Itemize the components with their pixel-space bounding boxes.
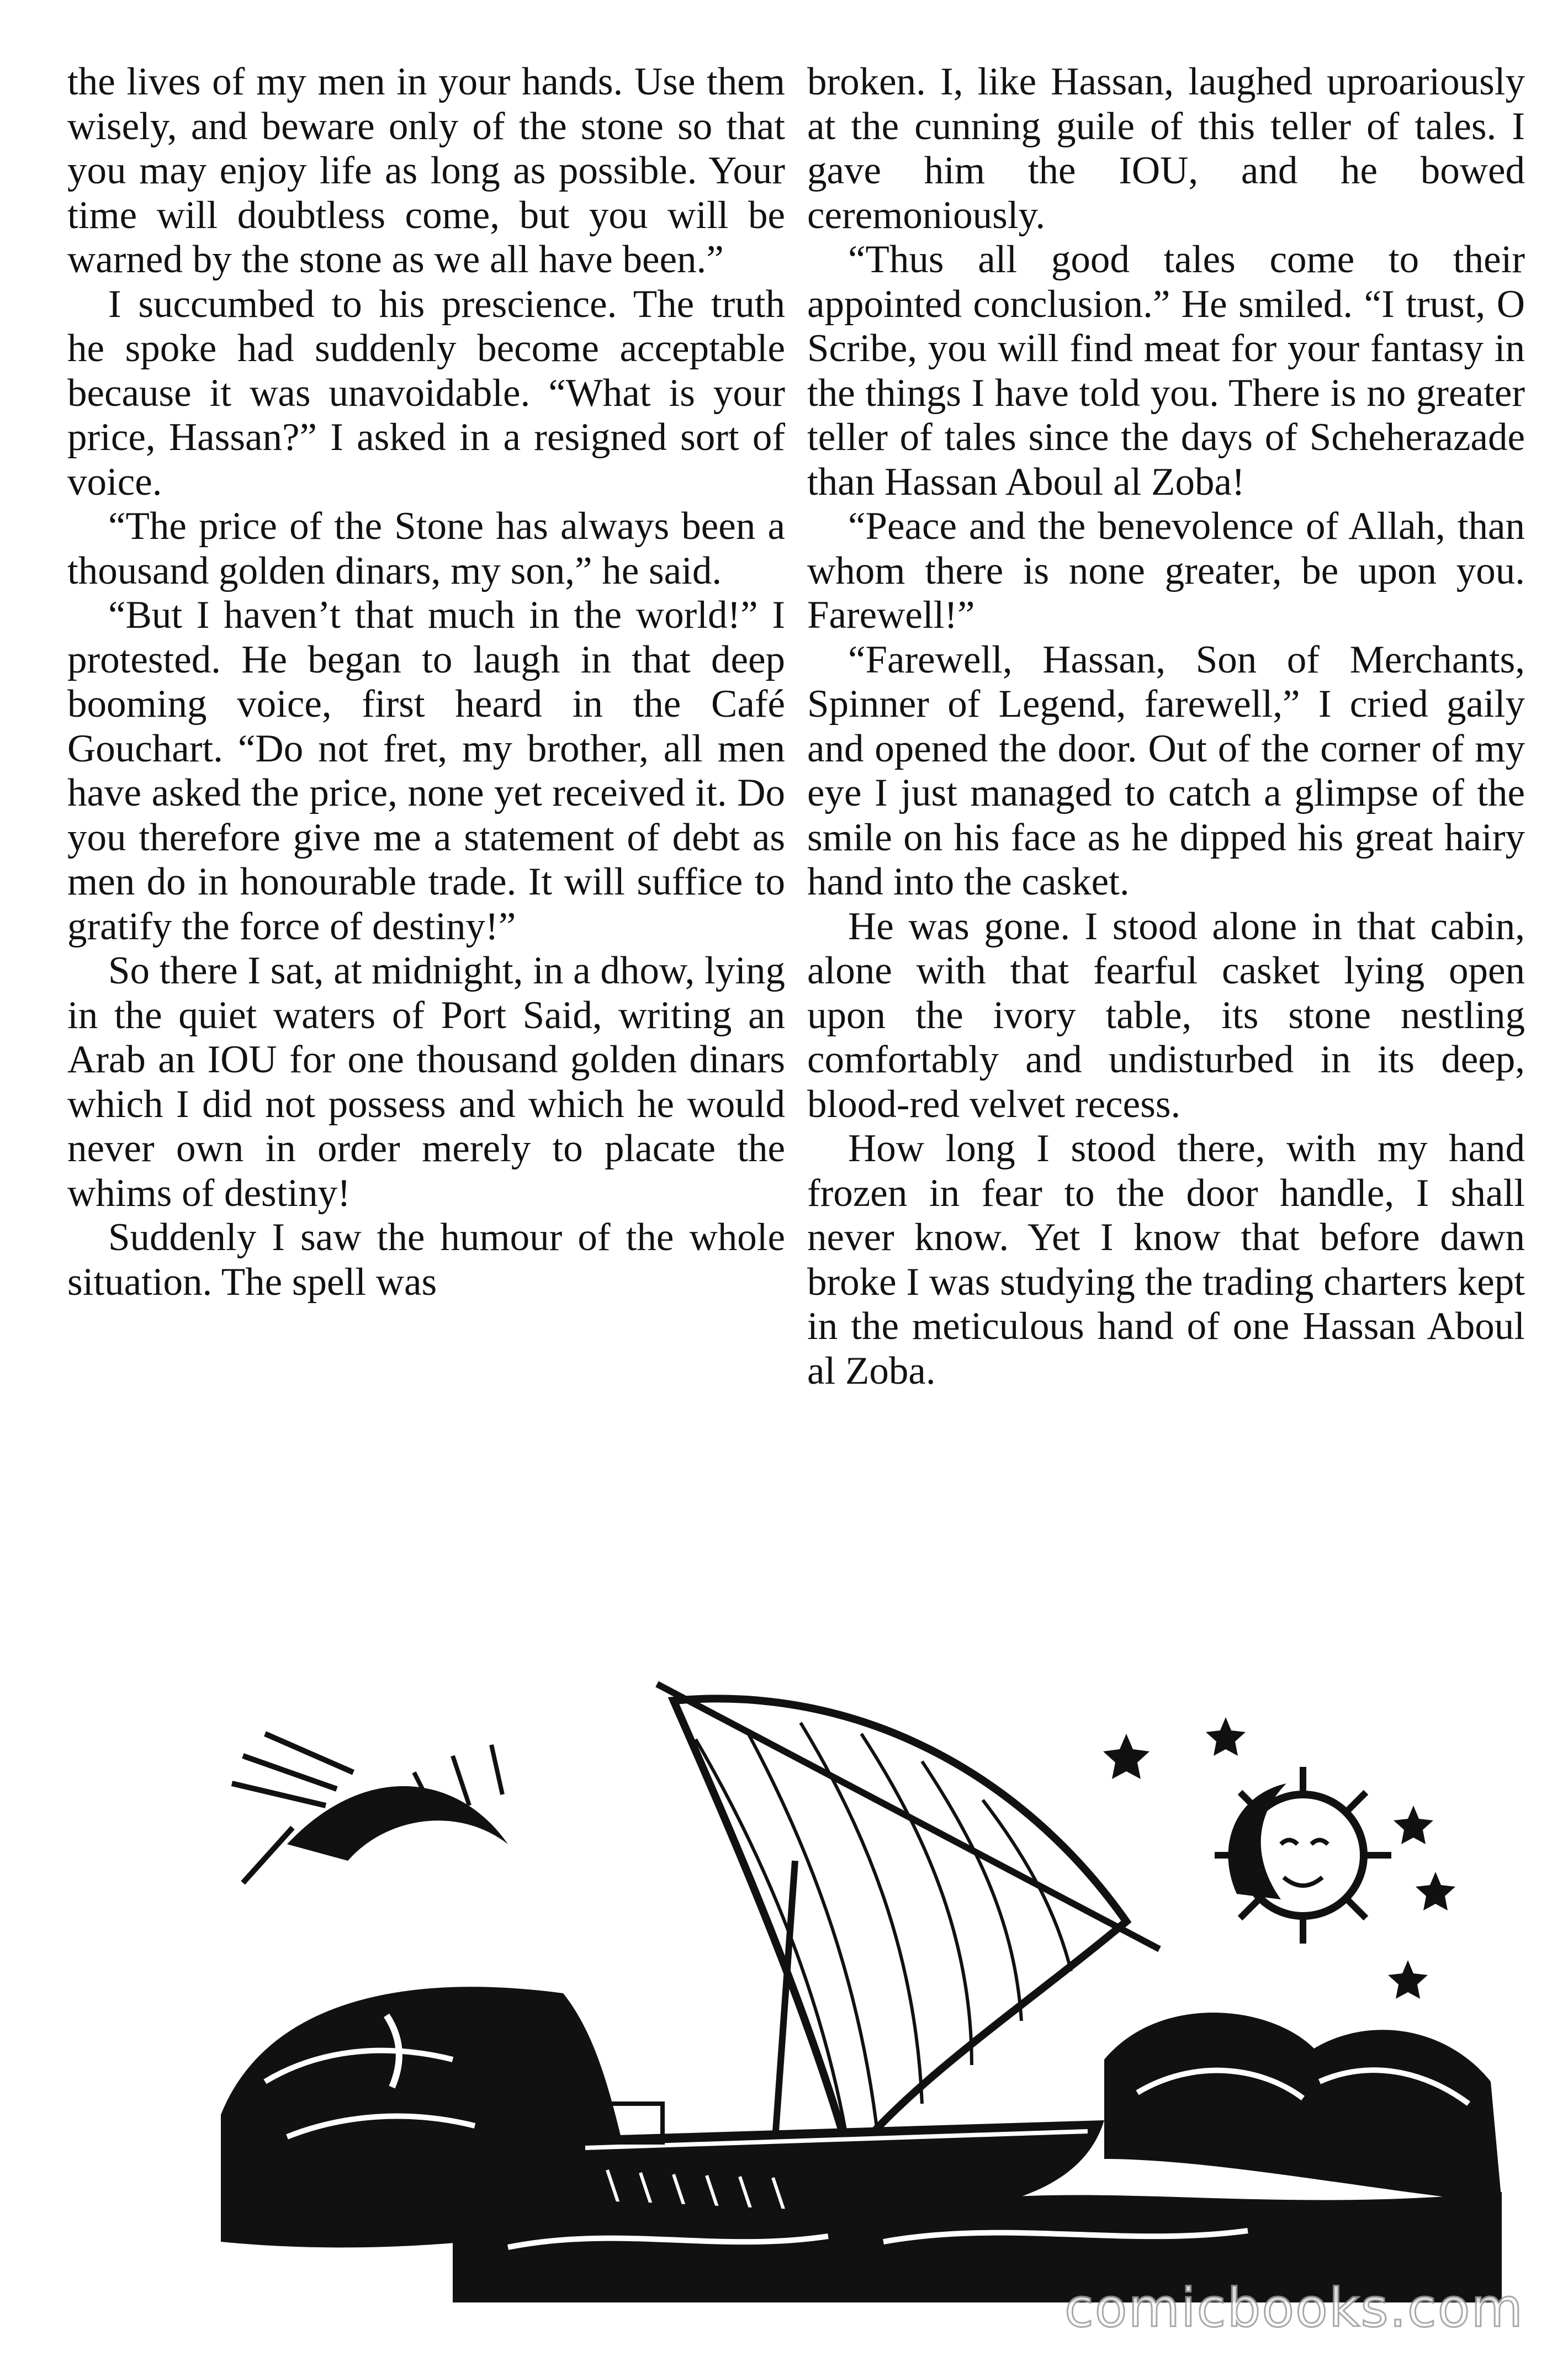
- paragraph: I succumbed to his prescience. The truth he spoke had suddenly become acceptable because it was unavoidable. “What is your price, Hassan?” I asked in a resigned sort of voice.: [67, 282, 785, 504]
- right-text-column: [807, 60, 1525, 1393]
- paragraph: He was gone. I stood alone in that cabin, alone with that fearful casket lying open upon the ivory table, its stone nestling comfortably and undisturbed in its deep, blood-red velvet recess.: [807, 904, 1525, 1126]
- swirl-cloud: [287, 1786, 508, 1861]
- paragraph: So there I sat, at midnight, in a dhow, lying in the quiet waters of Port Said, writing an Arab an IOU for one thousand golden dinars which I did not possess and which he would never own in order merely to placate the whims of destiny!: [67, 949, 785, 1215]
- paragraph: “Thus all good tales come to their appointed conclusion.” He smiled. “I trust, O Scribe, you will find meat for your fantasy in the things I have told you. There is no greater teller of tales since the days of Scheherazade than Hassan Aboul al Zoba!: [807, 238, 1525, 504]
- watermark: comicbooks.com: [1064, 2277, 1524, 2339]
- dhow-illustration: [221, 1662, 1502, 2302]
- paragraph: the lives of my men in your hands. Use them wisely, and beware only of the stone so that you may enjoy life as long as possible. Your time will doubtless come, but you will be warned by the stone as we all have been.”: [67, 60, 785, 281]
- paragraph: broken. I, like Hassan, laughed uproariously at the cunning guile of this teller of tales. I gave him the IOU, and he bowed ceremoniously.: [807, 60, 1525, 237]
- paragraph: How long I stood there, with my hand frozen in fear to the door handle, I shall never know. Yet I know that before dawn broke I was studying the trading charters kept in the meticulous hand of one Hassan Aboul al Zoba.: [807, 1127, 1525, 1393]
- paragraph: “The price of the Stone has always been a thousand golden dinars, my son,” he said.: [67, 505, 785, 592]
- cloud: [1104, 2013, 1502, 2203]
- paragraph: “Farewell, Hassan, Son of Merchants, Spinner of Legend, farewell,” I cried gaily and opened the door. Out of the corner of my eye I just managed to catch a glimpse of the smile on his face as he dipped his great hairy hand into the casket.: [807, 638, 1525, 903]
- paragraph: “Peace and the benevolence of Allah, than whom there is none greater, be upon you. Farewell!”: [807, 505, 1525, 637]
- paragraph: “But I haven’t that much in the world!” I protested. He began to laugh in that deep booming voice, first heard in the Café Gouchart. “Do not fret, my brother, all men have asked the price, none yet received it. Do you therefore give me a statement of debt as men do in honourable trade. It will suffice to gratify the force of destiny!”: [67, 594, 785, 948]
- sun-face-icon: [1215, 1767, 1391, 1944]
- paragraph: Suddenly I saw the humour of the whole situation. The spell was: [67, 1216, 785, 1304]
- left-text-column: [67, 60, 785, 1304]
